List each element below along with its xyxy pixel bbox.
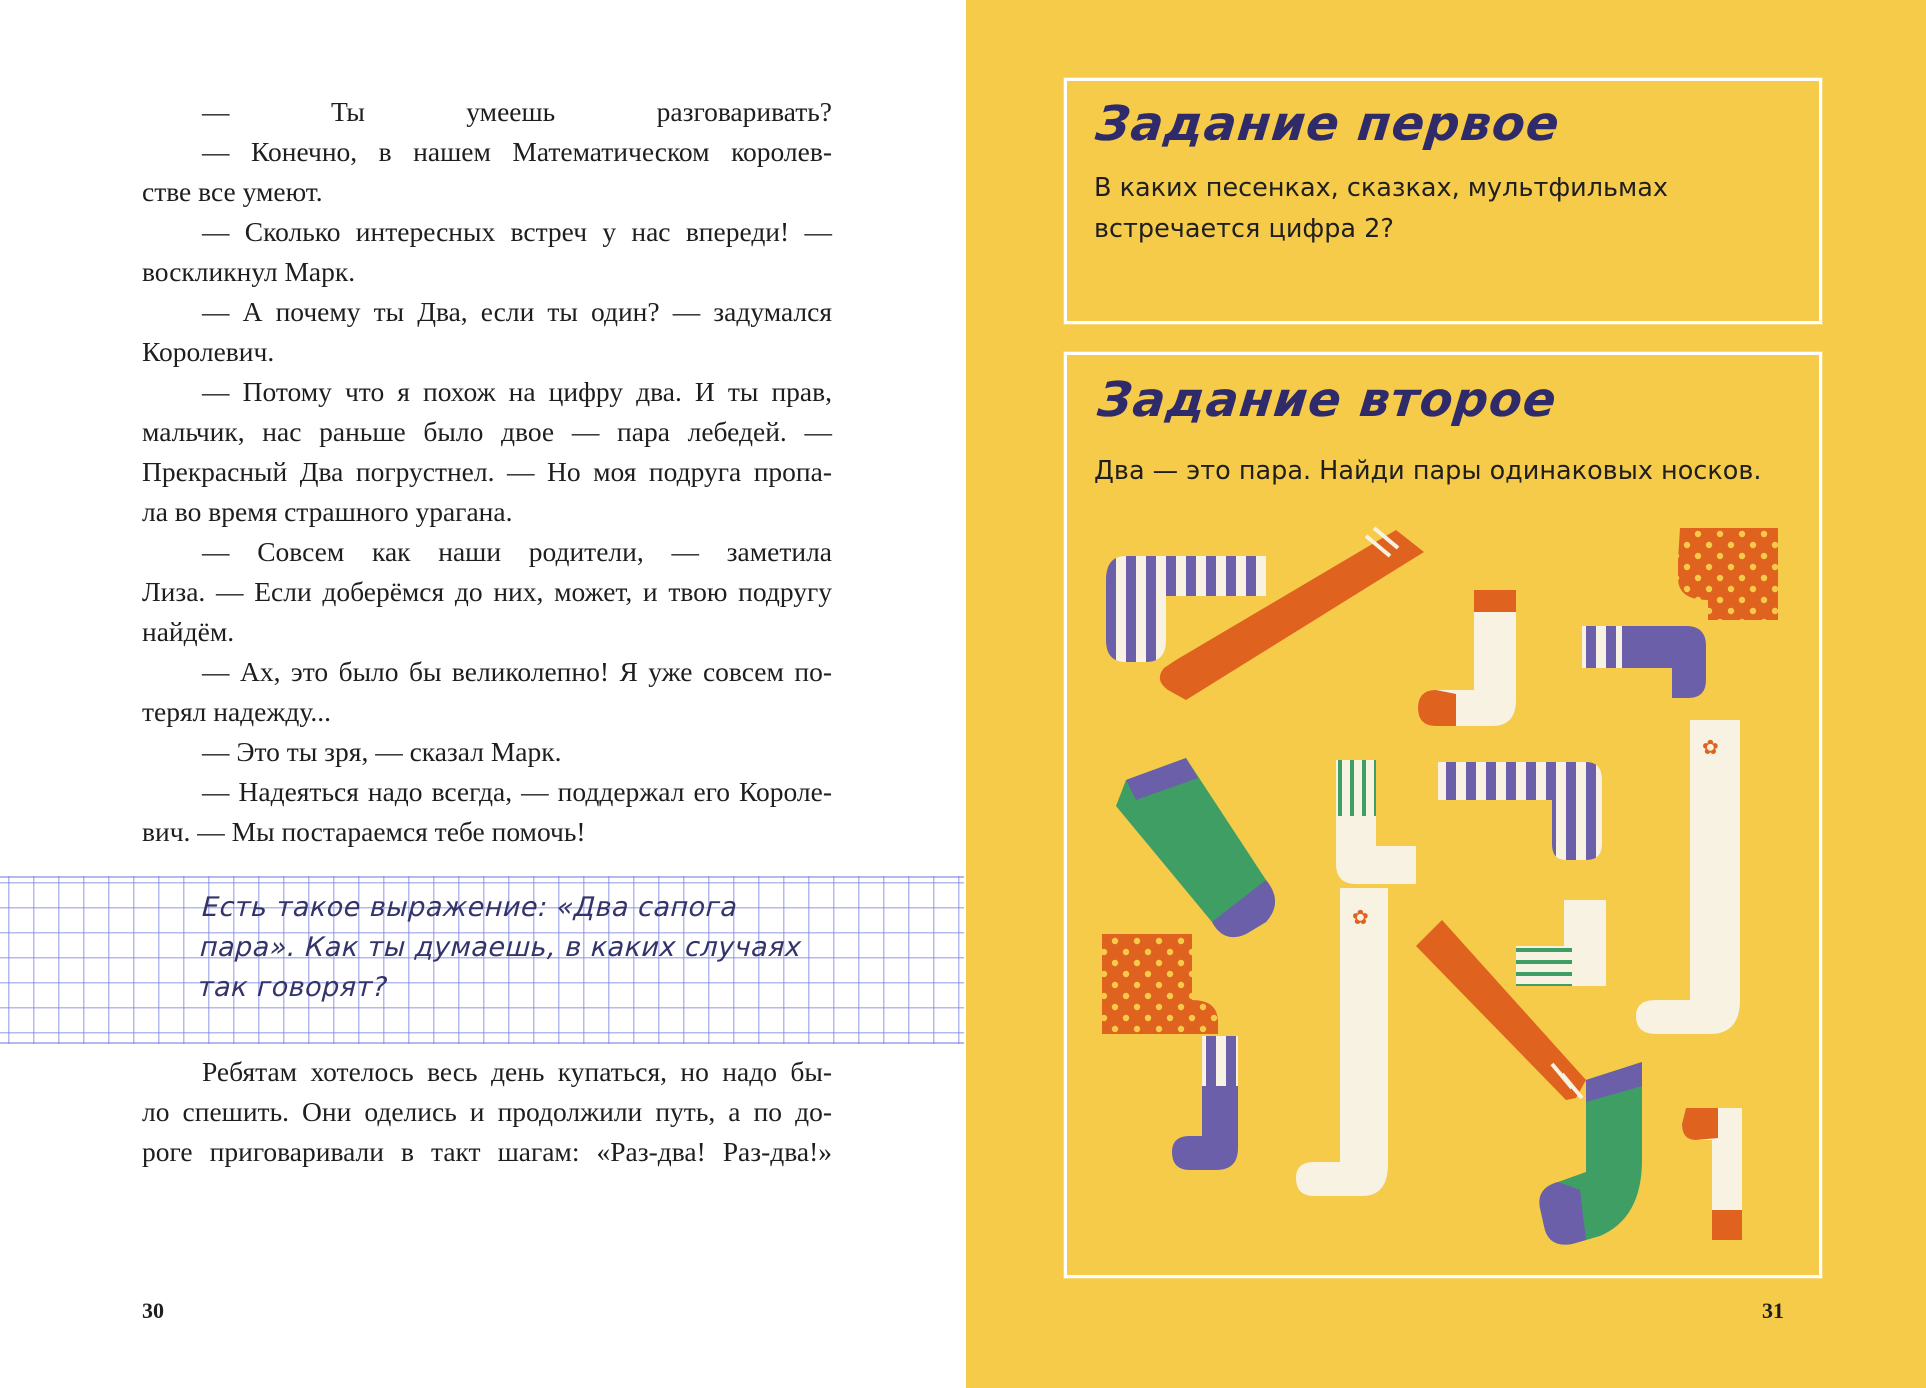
task-text-second: Два — это пара. Найди пары одинаковых носков. xyxy=(1094,456,1762,486)
text-line: мальчик, нас раньше было двое — пара лебедей. — xyxy=(142,416,832,447)
text-line: Ребятам хотелось весь день купаться, но надо бы- xyxy=(202,1056,832,1087)
text-line: — Конечно, в нашем Математическом королев- xyxy=(202,136,832,167)
right-page xyxy=(966,0,1926,1388)
sock-white-bow-2 xyxy=(1296,888,1388,1196)
text-line: Прекрасный Два погрустнел. — Но моя подруга пропа- xyxy=(142,456,832,487)
sock-purple-striped-2 xyxy=(1582,626,1706,698)
text-line: — Ты умеешь разговаривать? xyxy=(202,96,832,127)
text-line: — Сколько интересных встреч у нас впереди! — xyxy=(202,216,832,247)
text-line: воскликнул Марк. xyxy=(142,256,356,287)
sock-green-2 xyxy=(1539,1062,1642,1245)
task-text-first-line2: встречается цифра 2? xyxy=(1094,214,1394,244)
text-line: вич. — Мы постараемся тебе помочь! xyxy=(142,816,586,847)
sock-white-green-1 xyxy=(1336,760,1416,884)
text-line: терял надежду... xyxy=(142,696,331,727)
text-line: Королевич. xyxy=(142,336,275,367)
page-number-right: 31 xyxy=(1762,1298,1784,1323)
socks-illustration xyxy=(966,0,1926,1388)
sock-orange-dotted-2 xyxy=(1102,934,1218,1034)
page-number-left: 30 xyxy=(142,1298,164,1323)
svg-text:✿: ✿ xyxy=(1702,735,1719,759)
text-line: — Ах, это было бы великолепно! Я уже совсем по- xyxy=(202,656,832,687)
text-line: — Потому что я похож на цифру два. И ты прав, xyxy=(202,376,832,407)
task-title-first: Задание первое xyxy=(1093,96,1563,152)
svg-text:✿: ✿ xyxy=(1352,905,1369,929)
text-line: ло спешить. Они оделись и продолжили путь, а по до- xyxy=(142,1096,832,1127)
sock-orange-long-1 xyxy=(1160,528,1424,700)
sock-white-orange-small-2 xyxy=(1682,1108,1742,1240)
text-line: стве все умеют. xyxy=(142,176,323,207)
sock-white-orange-small-1 xyxy=(1418,590,1516,726)
note-text xyxy=(197,888,823,1008)
text-line: ла во время страшного урагана. xyxy=(142,496,513,527)
text-line: — Это ты зря, — сказал Марк. xyxy=(202,736,562,767)
text-line: Лиза. — Если доберёмся до них, может, и твою подругу xyxy=(142,576,832,607)
sock-orange-dotted-1 xyxy=(1678,528,1778,620)
task-title-second: Задание второе xyxy=(1095,372,1560,428)
text-line: найдём. xyxy=(142,616,235,647)
text-line: — А почему ты Два, если ты один? — задумался xyxy=(202,296,832,327)
sock-striped-purple-3 xyxy=(1438,762,1602,860)
text-line: роге приговаривали в такт шагам: «Раз-два! Раз-два!» xyxy=(142,1136,832,1167)
sock-purple-small-1 xyxy=(1172,1036,1238,1170)
sock-green-1 xyxy=(1116,758,1275,937)
sock-white-green-2 xyxy=(1516,900,1606,986)
text-line: — Надеяться надо всегда, — поддержал его Короле- xyxy=(202,776,832,807)
sock-white-bow-1 xyxy=(1636,720,1740,1034)
text-line: — Совсем как наши родители, — заметила xyxy=(202,536,832,567)
note-line: Есть такое выражение: «Два сапога xyxy=(201,892,739,923)
note-line: пара». Как ты думаешь, в каких случаях xyxy=(199,932,803,963)
task-text-first-line1: В каких песенках, сказках, мультфильмах xyxy=(1094,173,1668,203)
note-line: так говорят? xyxy=(197,972,389,1003)
